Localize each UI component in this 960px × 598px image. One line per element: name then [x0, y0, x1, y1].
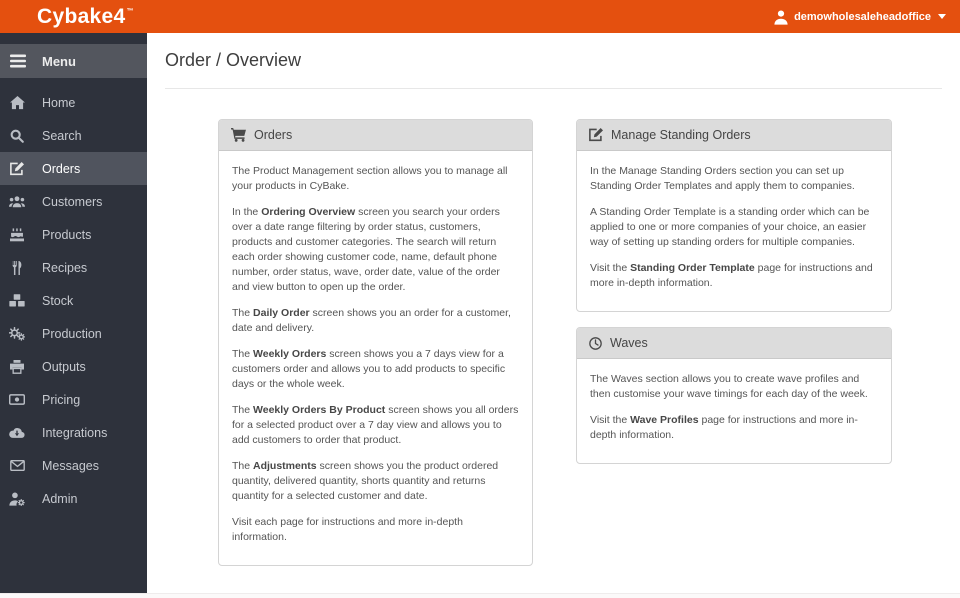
home-icon	[9, 96, 25, 110]
sidebar-item-label: Products	[42, 227, 92, 242]
panel-orders	[218, 119, 533, 566]
panel-paragraph: The Daily Order screen shows you an order for a customer, date and delivery.	[232, 307, 511, 334]
hamburger-icon	[10, 54, 26, 68]
panel-header	[219, 120, 532, 151]
left-column	[218, 119, 533, 566]
sidebar-item-label: Search	[42, 128, 82, 143]
edit-square-icon	[9, 162, 25, 176]
panel-paragraph: Visit the Standing Order Template page for instructions and more in-depth information.	[590, 262, 873, 289]
sidebar-item-label: Home	[42, 95, 76, 110]
sidebar-item-production[interactable]	[0, 317, 147, 350]
clock-icon	[589, 337, 602, 350]
panel-paragraph: The Weekly Orders screen shows you a 7 days view for a customers order and allows you to add products to specific days or the whole week.	[232, 348, 506, 390]
sidebar-item-label: Recipes	[42, 260, 88, 275]
caret-down-icon	[938, 14, 946, 19]
footer-strip	[0, 593, 960, 598]
panel-title: Orders	[254, 128, 293, 142]
sidebar-item-label: Customers	[42, 194, 103, 209]
cake-icon	[9, 228, 25, 242]
sidebar-item-integrations[interactable]	[0, 416, 147, 449]
username-label: demowholesaleheadoffice	[794, 10, 931, 23]
app-logo[interactable]	[37, 6, 134, 27]
panel-header	[577, 328, 891, 359]
cutlery-icon	[9, 261, 25, 275]
menu-toggle[interactable]	[0, 44, 147, 78]
sidebar-nav	[0, 86, 147, 515]
envelope-icon	[9, 460, 25, 471]
panel-title: Waves	[610, 336, 648, 350]
panel-paragraph: The Waves section allows you to create wave profiles and then customise your wave timings for each day of the week.	[590, 373, 868, 400]
user-icon	[773, 9, 789, 25]
sidebar-item-search[interactable]	[0, 119, 147, 152]
sidebar-item-outputs[interactable]	[0, 350, 147, 383]
cloud-download-icon	[9, 427, 25, 439]
panel-body	[577, 359, 891, 463]
panel-title: Manage Standing Orders	[611, 128, 751, 142]
panel-paragraph: In the Manage Standing Orders section you can set up Standing Order Templates and apply them to companies.	[590, 165, 855, 192]
sidebar-item-home[interactable]	[0, 86, 147, 119]
sidebar-item-customers[interactable]	[0, 185, 147, 218]
main-content	[147, 33, 960, 593]
panel-paragraph: The Product Management section allows you to manage all your products in CyBake.	[232, 165, 508, 192]
panel-body	[219, 151, 532, 565]
top-header	[0, 0, 960, 33]
cart-icon	[231, 128, 246, 142]
page-title: Order / Overview	[165, 50, 302, 70]
user-gear-icon	[9, 492, 25, 506]
panel-body	[577, 151, 891, 311]
sidebar-item-label: Messages	[42, 458, 99, 473]
cogs-icon	[9, 327, 25, 341]
sidebar-item-label: Stock	[42, 293, 74, 308]
sidebar-item-products[interactable]	[0, 218, 147, 251]
panel-paragraph: The Weekly Orders By Product screen shows you all orders for a selected product over a 7 day view and allows you to add customers to order that product.	[232, 404, 519, 446]
panel-paragraph: Visit each page for instructions and more in-depth information.	[232, 516, 463, 543]
right-column	[576, 119, 892, 464]
sidebar-item-stock[interactable]	[0, 284, 147, 317]
panel-header	[577, 120, 891, 151]
sidebar-item-recipes[interactable]	[0, 251, 147, 284]
sidebar-item-label: Production	[42, 326, 102, 341]
sidebar-item-label: Integrations	[42, 425, 108, 440]
edit-square-icon	[589, 128, 603, 142]
trademark-symbol: ™	[126, 8, 134, 15]
logo-text: Cybake4	[37, 5, 126, 28]
sidebar	[0, 33, 147, 593]
panel-paragraph: In the Ordering Overview screen you search your orders over a date range filtering by order status, customers, products and customer categories. The search will return each order showing customer code, name, default phone number, order status, wave, order date, value of the order and view button to open up the order.	[232, 206, 500, 293]
user-menu[interactable]	[773, 9, 946, 25]
sidebar-item-admin[interactable]	[0, 482, 147, 515]
panel-paragraph: The Adjustments screen shows you the product ordered quantity, delivered quantity, shorts quantity and returns quantity for a selected customer and date.	[232, 460, 499, 502]
search-icon	[9, 129, 25, 143]
panel-paragraph: Visit the Wave Profiles page for instructions and more in-depth information.	[590, 414, 858, 441]
sidebar-item-label: Outputs	[42, 359, 86, 374]
sidebar-item-orders[interactable]	[0, 152, 147, 185]
users-icon	[9, 195, 25, 208]
panel-paragraph: A Standing Order Template is a standing order which can be applied to one or more companies of your choice, an easier way of setting up standing orders for multiple companies.	[590, 206, 870, 248]
money-icon	[9, 394, 25, 405]
panel-standing-orders	[576, 119, 892, 312]
sidebar-item-label: Admin	[42, 491, 78, 506]
title-divider	[165, 88, 942, 89]
sidebar-item-label: Pricing	[42, 392, 81, 407]
sidebar-item-label: Orders	[42, 161, 81, 176]
sidebar-item-messages[interactable]	[0, 449, 147, 482]
panels-area	[218, 119, 960, 566]
printer-icon	[9, 360, 25, 374]
sidebar-item-pricing[interactable]	[0, 383, 147, 416]
cubes-icon	[9, 294, 25, 307]
menu-label: Menu	[42, 53, 76, 69]
panel-waves	[576, 327, 892, 464]
